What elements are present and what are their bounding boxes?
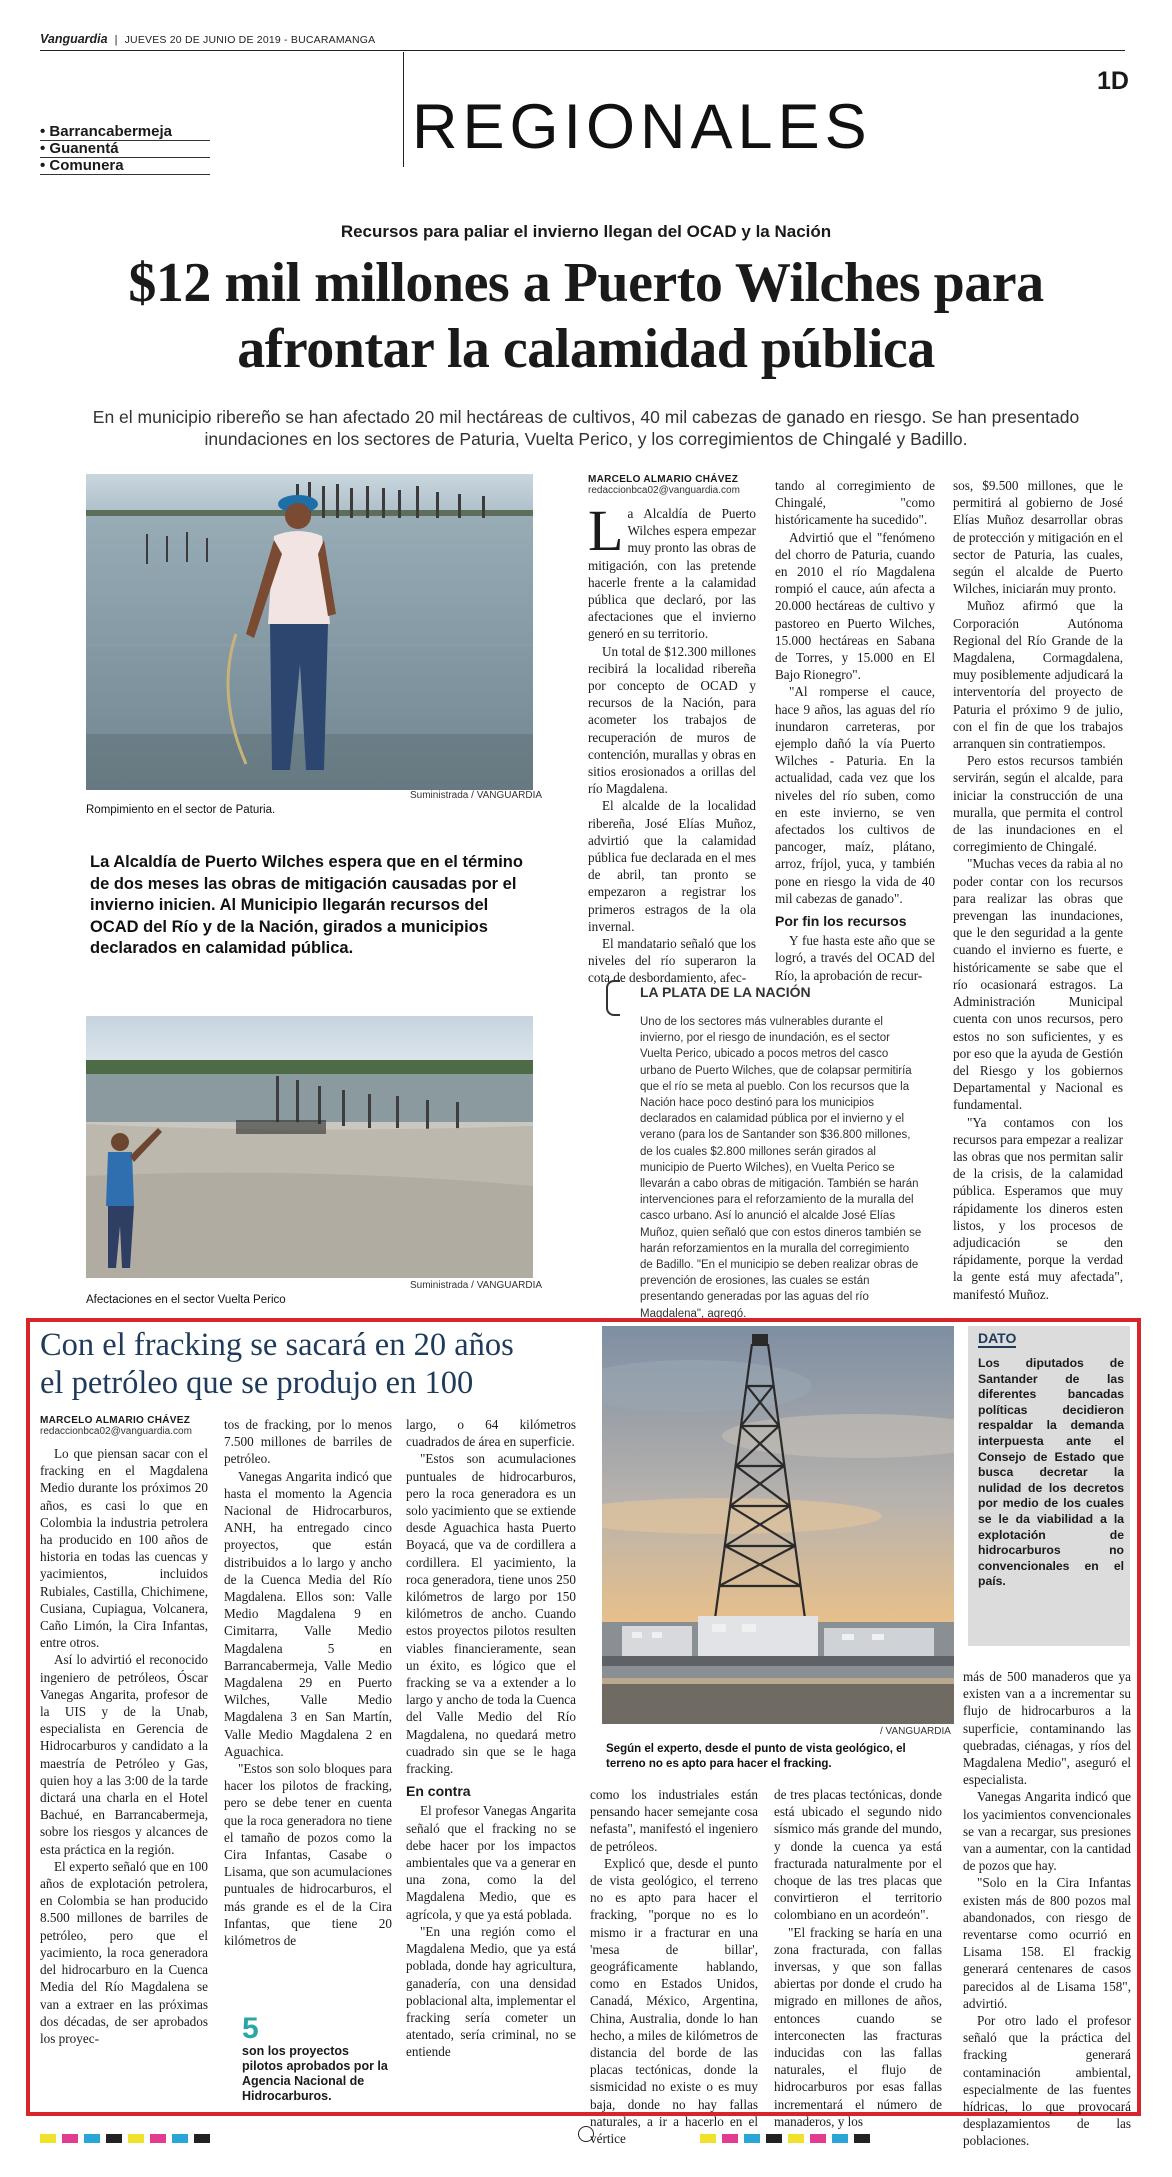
topic-item[interactable]: • Barrancabermeja	[40, 124, 210, 141]
article-column-1: La Alcaldía de Puerto Wilches espera empezar muy pronto las obras de mitigación, con las pretende hacerle frente a la calamidad pública que declaró, por las afectaciones que el invierno generó en su territorio. Un total de $12.300 millones recibirá la localidad ribereña por concepto de OCAD y recursos de la Nación, para acometer los trabajos de recuperación de muros de contención, murallas y obras en sitios erosionados a orillas del río Magdalena. El alcalde de la localidad ribereña, José Elías Muñoz, advirtió que la calamidad pública fue declarada en el mes de abril, tan pronto se empezaron a registrar los primeros estragos de la ola invernal. El mandatario señaló que los niveles del río superaron la cota de desbordamiento, afec-	[588, 498, 756, 986]
topic-item[interactable]: • Guanentá	[40, 141, 210, 158]
article-column-2: tando al corregimiento de Chingalé, "como históricamente ha sucedido". Advirtió que el "fenómeno del chorro de Paturia, cuando en 2010 el río Magdalena rompió el cauce, aún afecta a 20.000 hectáreas de cultivo y pastoreo en Puerto Wilches, 15.000 hectáreas en Sabana de Torres, y 15.000 en El Bajo Rionegro". "Al romperse el cauce, hace 9 años, las aguas del río inundaron carreteras, por ejemplo dañó la vía Puerto Wilches - Paturia. En la actualidad, cada vez que los niveles del río suben, como en este invierno, se ven afectados los cultivos de pancoger, maíz, plátano, arroz, fríjol, yuca, y también pone en riesgo la vida de 40 mil cabezas de ganado". Por fin los recursos Y fue hasta este año que se logró, a través del OCAD del Río, la aprobación de recur-	[775, 478, 935, 983]
sidebar-bracket	[606, 980, 620, 1016]
byline-name: MARCELO ALMARIO CHÁVEZ	[588, 474, 739, 485]
masthead	[40, 32, 375, 46]
fracking-column-5: de tres placas tectónicas, donde está ubicado el segundo nido sísmico más grande del mundo, y donde la cuenca ya está fracturada naturalmente por el choque de las tres placas que convirtieron el territorio colombiano en un acordeón". "El fracking se haría en una zona fracturada, con fallas inversas, y que son fallas abiertas por donde el crudo ha migrado en millones de años, entonces cuando se interconecten las fracturas inducidas con las fallas naturales, el flujo de hidrocarburos por esas fallas incrementará el número de manaderos, y los	[774, 1787, 942, 2129]
section-divider	[403, 52, 404, 167]
byline-email[interactable]: redaccionbca02@vanguardia.com	[588, 485, 740, 496]
topic-item[interactable]: • Comunera	[40, 158, 210, 175]
dateline: JUEVES 20 DE JUNIO DE 2019 - BUCARAMANGA	[124, 34, 376, 46]
byline-name: MARCELO ALMARIO CHÁVEZ	[40, 1415, 191, 1426]
sidebar-text: Uno de los sectores más vulnerables durante el invierno, por el riesgo de inundación, es el sector Vuelta Perico, ubicado a pocos metros del casco urbano de Puerto Wilches, que de colapsar permitiría que el río se meta al pueblo. Con los recursos que la Nación hace poco destinó para los municipios declarados en calamidad pública por el invierno y el verano (para los de Santander son $36.800 millones, de los cuales $2.800 millones serán girados al municipio de Puerto Wilches), en Vuelta Perico se llevarán a cabo obras de mitigación. También se harán intervenciones para el reforzamiento de la muralla del casco urbano. Así lo anunció el alcalde José Elías Muñoz, quien señaló que con estos dineros también se harán reforzamientos en la muralla del corregimiento de Badillo. "En el municipio se deben realizar obras de prevención de erosiones, las cuales se están presentando generadas por las aguas del río Magdalena", agregó.	[640, 1016, 922, 1320]
masthead-rule	[40, 50, 1125, 51]
headline: $12 mil millones a Puerto Wilches para afrontar la calamidad pública	[128, 252, 1044, 380]
kicker: Recursos para paliar el invierno llegan del OCAD y la Nación	[340, 222, 832, 241]
brand-logo: Vanguardia	[40, 32, 108, 46]
riverbank-man-image	[86, 1016, 533, 1278]
masthead-separator: |	[114, 34, 118, 46]
byline	[40, 1415, 192, 1437]
photo-vuelta-perico	[86, 1016, 533, 1278]
deck: En el municipio ribereño se han afectado 20 mil hectáreas de cultivos, 40 mil cabezas de ganado en riesgo. Se han presentado inundaciones en los sectores de Paturia, Vuelta Perico, y los corregimientos de Chingalé y Badillo.	[92, 407, 1080, 449]
photo-drilling-rig	[602, 1326, 954, 1724]
fracking-column-1: Lo que piensan sacar con el fracking en el Magdalena Medio durante los próximos 20 años, es casi lo que en Colombia la industria petrolera ha producido en 100 años de historia en todas las cuencas y yacimientos, incluidos Rubiales, Castilla, Chichimene, Cusiana, Cupiagua, Volcanera, Caño Limón, la Cira Infantas, entre otros. Así lo advirtió el reconocido ingeniero de petróleos, Óscar Vanegas Angarita, profesor de la UIS y de la Unab, especialista en Gerencia de Hidrocarburos y candidato a la maestría de Petróleo y Gas, quien hoy a las 3:00 de la tarde dictará una charla en el Hotel Bachué, en Barrancabermeja, sobre los riesgos y alcances de esta práctica en la región. El experto señaló que en 100 años de explotación petrolera, en Colombia se han producido 8.500 millones de barriles de petróleo, pero que el yacimiento, la roca generadora del hidrocarburo en la Cuenca Media del Río Magdalena se van a extraer en las próximas dos décadas, de ser aprobados los proyec-	[40, 1446, 208, 2046]
flooded-river-man-image	[86, 474, 533, 790]
sidebar-title: LA PLATA DE LA NACIÓN	[640, 984, 811, 1000]
photo-credit: Suministrada / VANGUARDIA	[410, 790, 543, 801]
photo-credit: / VANGUARDIA	[880, 1726, 951, 1737]
dato-title: DATO	[978, 1330, 1017, 1346]
subhead: Por fin los recursos	[775, 913, 907, 930]
print-color-bar-left	[40, 2130, 216, 2148]
highlight-quote: La Alcaldía de Puerto Wilches espera que en el término de dos meses las obras de mitigación causadas por el invierno inicien. Al Municipio llegarán recursos del OCAD del Río y de la Nación, girados a municipios declarados en calamidad pública.	[90, 853, 523, 957]
photo-credit: Suministrada / VANGUARDIA	[410, 1280, 543, 1291]
article-column-3: sos, $9.500 millones, que le permitirá al gobierno de José Elías Muñoz desarrollar obras de protección y mitigación en el sector de Paturia, las cuales, según el alcalde de Puerto Wilches, iniciarán muy pronto. Muñoz afirmó que la Corporación Autónoma Regional del Río Grande de la Magdalena, Cormagdalena, muy posiblemente adjudicará la interventoría del proyecto de Paturia el próximo 9 de julio, con el fin de que los trabajos arranquen sin contratiempos. Pero estos recursos también servirán, según el alcalde, para iniciar la construcción de una muralla, que permita el control de las inundaciones en el corregimiento de Chingalé. "Muchas veces da rabia al no poder contar con los recursos para realizar las obras que prevengan las inundaciones, que le den seguridad a la gente cuando el invierno es fuerte, e históricamente se sabe que el río ocasionará estragos. La Administración Municipal cuenta con unos recursos, pero estos no son suficientes, y es por eso que la ayuda de Gestión del Riesgo y los gobiernos Departamental y Nacional es fundamental. "Ya contamos con los recursos para empezar a realizar las obras que nos permitan salir de la crisis, de la calamidad pública. Esperamos que muy rápidamente los dineros esten listos, y los procesos de adjudicación se den rápidamente, porque la verdad la gente está muy afectada", manifestó Muñoz.	[953, 478, 1123, 1302]
registration-mark	[578, 2126, 594, 2142]
photo-caption: Afectaciones en el sector Vuelta Perico	[86, 1294, 286, 1306]
fracking-column-6: más de 500 manaderos que ya existen van a a incrementar su flujo de hidrocarburos a la superficie, contaminando las quebradas, ciénagas, y ríos del Magdalena Medio", aseguró el especialista. Vanegas Angarita indicó que los yacimientos convencionales se van a recargar, sus presiones van a aumentar, con la cantidad de pozos que hay. "Solo en la Cira Infantas existen más de 800 pozos mal abandonados, con riesgo de reventarse como ocurrió en Lisama 158. El frackig generará centenares de casos parecidos al de Lisama 158", advirtió. Por otro lado el profesor señaló que la práctica del fracking generará contaminación ambiental, especialmente de las fuentes hídricas, lo que provocará desplazamientos de las poblaciones.	[963, 1669, 1131, 2149]
fracking-headline: Con el fracking se sacará en 20 años el petróleo que se produjo en 100	[40, 1327, 514, 1401]
stat-number: 5	[242, 2012, 259, 2045]
photo-paturia	[86, 474, 533, 790]
photo-caption: Rompimiento en el sector de Paturia.	[86, 804, 276, 816]
photo-caption: Según el experto, desde el punto de vista geológico, el terreno no es apto para hacer el fracking.	[606, 1743, 906, 1770]
stat-text: son los proyectos pilotos aprobados por la Agencia Nacional de Hidrocarburos.	[242, 2044, 388, 2103]
fracking-column-2: tos de fracking, por lo menos 7.500 millones de barriles de petróleo. Vanegas Angarita indicó que hasta el momento la Agencia Nacional de Hidrocarburos, ANH, ha entregado cinco proyectos, que están distribuidos a lo largo y ancho de la Cuenca Media del Río Magdalena. Ellos son: Valle Medio Magdalena 9 en Cimitarra, Valle Medio Magdalena 5 en Barrancabermeja, Valle Medio Magdalena 29 en Puerto Wilches, Valle Medio Magdalena 3 en San Martín, Valle Medio Magdalena 2 en Aguachica. "Estos son solo bloques para hacer los pilotos de fracking, pero se debe tener en cuenta que la roca generadora no tiene el tamaño de pozos como la Cira Infantas, Casabe o Lisama, que son acumulaciones puntuales de hidrocarburos, el más grande es el de la Cira Infantas, que tiene 20 kilómetros de	[224, 1417, 392, 1949]
byline-email[interactable]: redaccionbca02@vanguardia.com	[40, 1426, 192, 1437]
drop-cap: L	[588, 498, 624, 563]
byline	[588, 474, 740, 496]
dato-text: Los diputados de Santander de las diferentes bancadas políticas decidieron respaldar la demanda interpuesta ante el Consejo de Estado que busca decretar la nulidad de los decretos por medio de los cuales se le da viabilidad a la explotación de hidrocarburos no convencionales en el país.	[978, 1356, 1124, 1589]
subhead: En contra	[406, 1783, 471, 1800]
fracking-column-4: como los industriales están pensando hacer semejante cosa nefasta", manifestó el ingeniero de petróleos. Explicó que, desde el punto de vista geológico, el terreno no es apto para hacer el fracking, "porque no es lo mismo ir a fracturar en una 'mesa de billar', geográficamente hablando, como en Estados Unidos, Canadá, México, Argentina, China, Australia, donde lo han hecho, a miles de kilómetros de distancia del borde de las placas tectónicas, donde la sismicidad no existe o es muy baja, donde no hay fallas naturales, a ir a hacerlo en el vértice	[590, 1787, 758, 2147]
oil-rig-image	[602, 1326, 954, 1724]
topic-list	[40, 124, 210, 175]
section-title: REGIONALES	[412, 92, 872, 162]
page-number: 1D	[1097, 67, 1129, 95]
print-color-bar-right	[700, 2130, 876, 2148]
fracking-column-3: largo, o 64 kilómetros cuadrados de área en superficie. "Estos son acumulaciones puntuales de hidrocarburos, pero la roca generadora es un solo yacimiento que se extiende desde Aguachica hasta Puerto Boyacá, que va de cordillera a cordillera. El yacimiento, la roca generadora, tiene unos 250 kilómetros de largo por 150 kilómetros de ancho. Cuando estos proyectos pilotos resulten viables financieramente, sean un éxito, es lógico que el fracking se va a extender a lo largo y ancho de toda la Cuenca del Valle Medio del Río Magdalena, no quedará metro cuadrado sin que se le haga fracking. En contra El profesor Vanegas Angarita señaló que el fracking no se debe hacer por los impactos ambientales que va a generar en una zona, como la del Magdalena Medio, que es agrícola, y que ya está poblada. "En una región como el Magdalena Medio, que ya está poblada, donde hay agricultura, ganadería, con una densidad poblacional alta, implementar el fracking sería cometer un atentado, sería criminal, no se entiende	[406, 1417, 576, 2060]
